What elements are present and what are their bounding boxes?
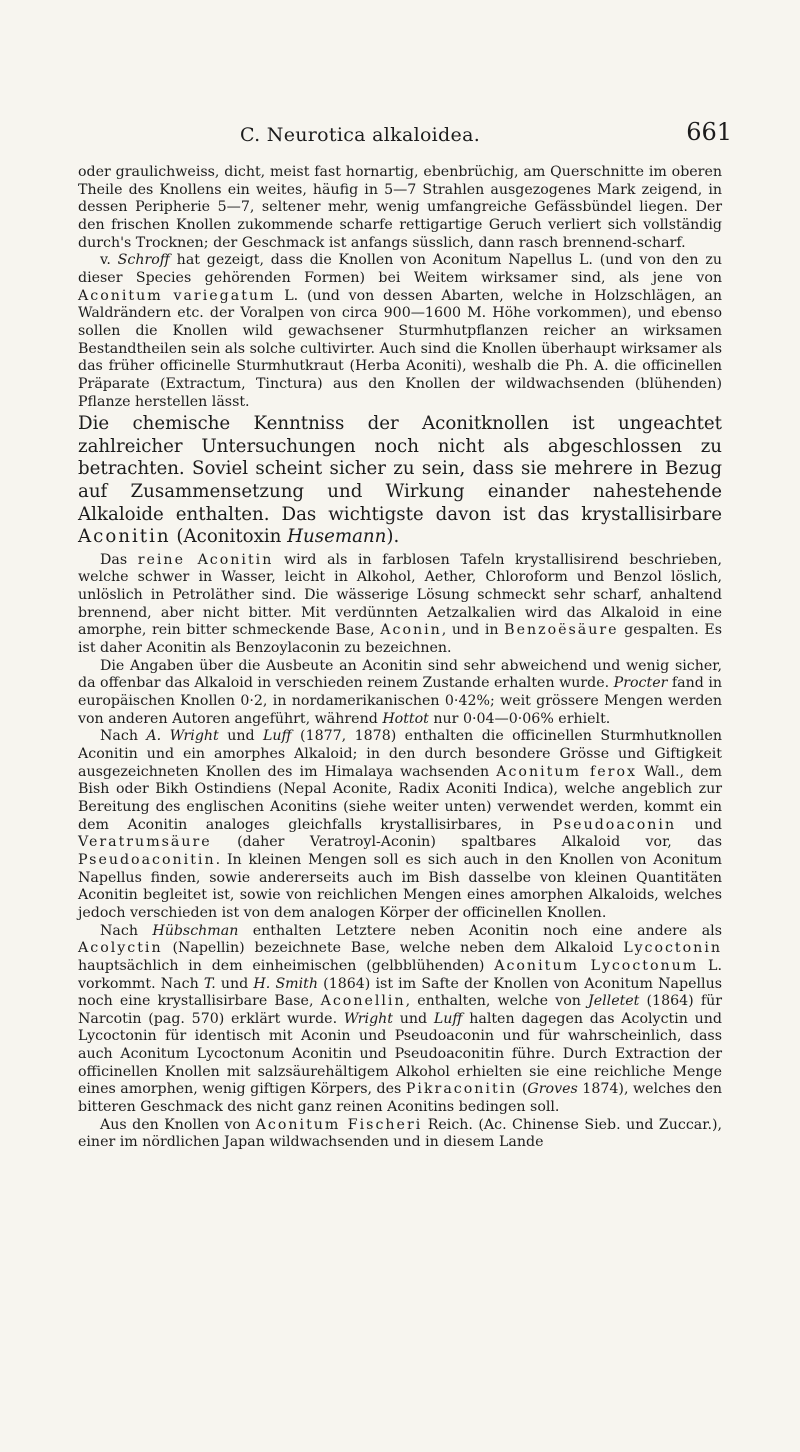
italic-name: Jelletet	[588, 993, 640, 1010]
paragraph-p8	[78, 1117, 722, 1152]
text-run: 1874), welches den bitteren Geschmack des nicht ganz reinen Aconitins bedingen soll.	[78, 1081, 722, 1116]
page-header	[60, 118, 740, 154]
text-run: Das	[100, 551, 138, 568]
spaced-term: reine Aconitin	[137, 551, 274, 568]
text-run: ).	[386, 526, 400, 548]
paragraph-p7	[78, 923, 722, 1117]
spaced-term: Pseudoaconitin	[78, 851, 216, 868]
text-run: (1877, 1878) enthalten die officinellen Sturmhutknollen Aconitin und ein amorphes Alkaloid; in den durch besondere Grösse und Giftigkeit ausgezeichneten Knollen des im Himalaya wachsenden	[78, 728, 723, 780]
text-run: (daher Veratroyl-Aconin) spaltbares Alkaloid vor, das	[211, 834, 722, 851]
italic-name: Schroff	[117, 252, 170, 269]
text-run: . In kleinen Mengen soll es sich auch in den Knollen von Aconitum Napellus finden, sowie andererseits auch im Bish dasselbe von kleinen Quantitäten Aconitin begleitet ist, sowie von reichlichen Mengen eines amorphen Alkaloids, welches jedoch verschieden ist von dem analogen Körper der officinellen Knollen.	[78, 851, 722, 921]
italic-name: H. Smith	[253, 975, 319, 992]
text-run: , enthalten, welche von	[405, 993, 589, 1010]
text-run: hat gezeigt, dass die Knollen von Aconitum Napellus L. (und von den zu dieser Species gehörenden Formen) bei Weitem wirksamer sind, als jene von	[78, 252, 722, 286]
text-run: Die Angaben über die Ausbeute an Aconitin sind sehr abweichend und wenig sicher, da offenbar das Alkaloid in verschieden reinem Zustande erhalten wurde.	[78, 657, 722, 692]
paragraph-p5	[78, 658, 722, 729]
text-run: wird als in farblosen Tafeln krystallisirend beschrieben, welche schwer in Wasser, leicht in Alkohol, Aether, Chloroform und Benzol löslich, unlöslich in Petroläther sind. Die wässerige Lösung schmeckt sehr scharf, anhaltend brennend, aber nicht bitter. Mit verdünnten Aetzalkalien wird das Alkaloid in eine amorphe, rein bitter schmeckende Base,	[78, 551, 722, 639]
spaced-term: Aconitum Lycoctonum	[494, 957, 699, 974]
text-run: Nach	[100, 922, 153, 939]
text-run: v.	[100, 252, 118, 269]
text-run: gespalten. Es ist daher Aconitin als Benzoylaconin zu bezeichnen.	[78, 622, 722, 657]
italic-name: Wright	[343, 1010, 394, 1027]
italic-name: Luff	[433, 1010, 463, 1027]
italic-name: Hübschman	[152, 922, 239, 939]
spaced-term: Pikraconitin	[405, 1081, 518, 1098]
text-run: (Napellin) bezeichnete Base, welche neben dem Alkaloid	[162, 940, 624, 957]
spaced-term: Aconin	[380, 622, 442, 639]
text-run: Die chemische Kenntniss der Aconitknollen ist ungeachtet zahlreicher Untersuchungen noch nicht als abgeschlossen zu betrachten. Soviel scheint sicher zu sein, dass sie mehrere in Bezug auf Zusammensetzung und Wirkung einander nahestehende Alkaloide enthalten. Das wichtigste davon ist das krystallisirbare	[78, 413, 722, 525]
text-run: hauptsächlich in dem einheimischen (gelbblühenden)	[78, 957, 495, 974]
italic-name: Groves	[527, 1081, 578, 1098]
text-run: Aus den Knollen von	[100, 1116, 256, 1133]
text-run: L. (und von dessen Abarten, welche in Holzschlägen, an Waldrändern etc. der Voralpen von circa 900—1600 M. Höhe vorkommen), und ebenso sollen die Knollen wild gewachsener Sturmhutpflanzen reicher an wirksamen Bestandtheilen sein als solche cultivirter. Auch sind die Knollen überhaupt wirksamer als das früher officinelle Sturmhutkraut (Herba Aconiti), weshalb die Ph. A. die officinellen Präparate (Extractum, Tinctura) aus den Knollen der wildwachsenden (blühenden) Pflanze herstellen lässt.	[78, 287, 722, 410]
spaced-term: Acolyctin	[78, 940, 163, 957]
spaced-term: Benzoësäure	[504, 622, 619, 639]
spaced-term: Veratrumsäure	[78, 834, 212, 851]
spaced-term: Aconellin	[320, 993, 406, 1010]
spaced-term: Lycoctonin	[623, 940, 722, 957]
italic-name: Luff	[262, 728, 292, 745]
paragraph-p2	[78, 252, 722, 411]
text-run: Reich. (Ac. Chinense Sieb. und Zuccar.), einer im nördlichen Japan wildwachsenden und in diesem Lande	[78, 1116, 722, 1151]
text-run: und	[215, 975, 254, 992]
paragraph-p3	[78, 413, 722, 549]
italic-name: Hottot	[382, 710, 429, 727]
paragraph-p6	[78, 728, 722, 922]
paragraph-p4	[78, 552, 722, 658]
spaced-term: Aconitum variegatum	[78, 287, 276, 304]
text-run: und	[676, 816, 722, 833]
text-run: (1864) ist im Safte der Knollen von Aconitum Napellus noch eine krystallisirbare Base,	[78, 975, 722, 1010]
running-head: C. Neurotica alkaloidea.	[239, 124, 481, 146]
text-run: und	[393, 1010, 434, 1027]
text-run: enthalten Letztere neben Aconitin noch eine andere als	[238, 922, 722, 939]
text-run: (1864) für Narcotin (pag. 570) erklärt wurde.	[78, 993, 722, 1027]
italic-name: T.	[203, 975, 216, 992]
body-text	[78, 164, 722, 1152]
page-number: 661	[686, 118, 732, 146]
italic-name: Procter	[613, 675, 668, 692]
text-run: und	[218, 728, 263, 745]
spaced-term: Aconitum Fischeri	[255, 1116, 423, 1133]
text-run: Nach	[100, 728, 147, 745]
paragraph-p1	[78, 164, 722, 252]
text-run: oder graulichweiss, dicht, meist fast hornartig, ebenbrüchig, am Querschnitte im oberen Theile des Knollens ein weites, häufig in 5—7 Strahlen ausgezogenes Mark zeigend, in dessen Peripherie 5—7, seltener mehr, wenig umfangreiche Gefässbündel liegen. Der den frischen Knollen zukommende scharfe rettigartige Geruch verliert sich vollständig durch's Trocknen; der Geschmack ist anfangs süsslich, dann rasch brennend-scharf.	[78, 164, 722, 251]
text-run: (Aconitoxin	[170, 526, 288, 548]
text-run: L. vorkommt. Nach	[78, 957, 722, 992]
text-run: (	[517, 1081, 528, 1098]
italic-name: A. Wright	[146, 728, 219, 745]
italic-name: Husemann	[287, 526, 387, 548]
spaced-term: Aconitum ferox	[496, 763, 637, 780]
text-run: Wall., dem Bish oder Bikh Ostindiens (Nepal Aconite, Radix Aconiti Indica), welche angeblich zur Bereitung des englischen Aconitins (siehe weiter unten) verwendet werden, kommt ein dem Aconitin analoges gleichfalls krystallisirbares, in	[78, 763, 722, 833]
text-run: fand in europäischen Knollen 0·2, in nordamerikanischen 0·42%; weit grössere Mengen werden von anderen Autoren angeführt, während	[78, 675, 723, 727]
text-run: halten dagegen das Acolyctin und Lycoctonin für identisch mit Aconin und Pseudoaconin und für wahrscheinlich, dass auch Aconitum Lycoctonum Aconitin und Pseudoaconitin führe. Durch Extraction der officinellen Knollen mit salzsäurehältigem Alkohol erhielten sie eine reichliche Menge eines amorphen, wenig giftigen Körpers, des	[78, 1010, 722, 1098]
text-run: nur 0·04—0·06% erhielt.	[428, 710, 611, 727]
spaced-term: Pseudoaconin	[552, 816, 677, 833]
text-run: , und in	[441, 622, 505, 639]
spaced-term: Aconitin	[78, 526, 171, 548]
